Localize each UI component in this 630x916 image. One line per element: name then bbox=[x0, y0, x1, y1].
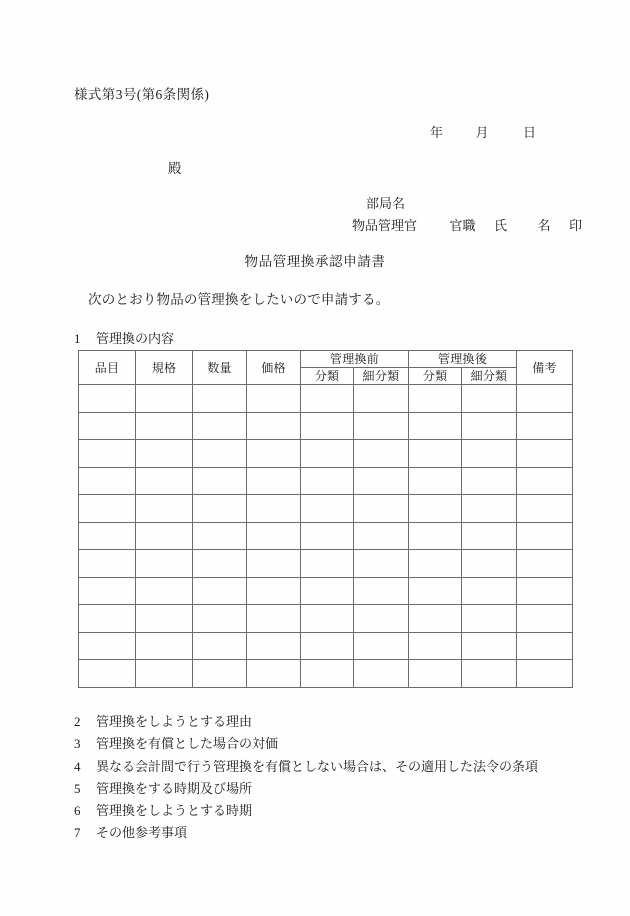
table-cell-spec[interactable] bbox=[136, 440, 193, 468]
officer-row bbox=[352, 215, 582, 237]
numbered-item-number: 3 bbox=[74, 736, 81, 752]
table-cell-quantity[interactable] bbox=[193, 577, 247, 605]
table-cell-subclass-after[interactable] bbox=[462, 385, 517, 413]
table-row bbox=[79, 660, 573, 688]
numbered-item-label: その他参考事項 bbox=[96, 825, 188, 841]
table-cell-class-before[interactable] bbox=[301, 577, 354, 605]
addressee-label: 殿 bbox=[168, 161, 182, 176]
post-label: 官職 bbox=[449, 218, 476, 233]
table-cell-subclass-before[interactable] bbox=[354, 440, 409, 468]
th-class-before: 分類 bbox=[301, 368, 354, 385]
table-cell-spec[interactable] bbox=[136, 660, 193, 688]
table-cell-item[interactable] bbox=[79, 495, 136, 523]
table-row bbox=[79, 385, 573, 413]
table-cell-class-before[interactable] bbox=[301, 440, 354, 468]
table-cell-remarks[interactable] bbox=[517, 385, 573, 413]
table-cell-class-after[interactable] bbox=[409, 412, 462, 440]
table-row bbox=[79, 412, 573, 440]
table-cell-spec[interactable] bbox=[136, 522, 193, 550]
table-cell-class-before[interactable] bbox=[301, 522, 354, 550]
table-cell-class-before[interactable] bbox=[301, 495, 354, 523]
table-cell-class-before[interactable] bbox=[301, 412, 354, 440]
table-row bbox=[79, 495, 573, 523]
numbered-item bbox=[74, 711, 538, 733]
table-cell-subclass-before[interactable] bbox=[354, 495, 409, 523]
table-cell-item[interactable] bbox=[79, 440, 136, 468]
date-year-label: 年 bbox=[430, 125, 444, 140]
table-body bbox=[79, 385, 573, 688]
table-cell-class-before[interactable] bbox=[301, 660, 354, 688]
table-cell-price[interactable] bbox=[247, 522, 301, 550]
table-cell-class-before[interactable] bbox=[301, 605, 354, 633]
table-cell-price[interactable] bbox=[247, 660, 301, 688]
table-cell-subclass-after[interactable] bbox=[462, 577, 517, 605]
table-cell-price[interactable] bbox=[247, 412, 301, 440]
table-cell-remarks[interactable] bbox=[517, 605, 573, 633]
table-cell-spec[interactable] bbox=[136, 467, 193, 495]
table-cell-class-after[interactable] bbox=[409, 660, 462, 688]
numbered-item bbox=[74, 822, 538, 844]
table-cell-spec[interactable] bbox=[136, 385, 193, 413]
table-cell-class-before[interactable] bbox=[301, 632, 354, 660]
numbered-item-number: 4 bbox=[74, 758, 81, 774]
table-cell-quantity[interactable] bbox=[193, 632, 247, 660]
table-cell-price[interactable] bbox=[247, 550, 301, 578]
table-cell-class-after[interactable] bbox=[409, 467, 462, 495]
table-cell-price[interactable] bbox=[247, 467, 301, 495]
numbered-item-number: 7 bbox=[74, 825, 81, 841]
th-class-after: 分類 bbox=[409, 368, 462, 385]
section-one-number: 1 bbox=[74, 331, 81, 346]
intro-paragraph: 次のとおり物品の管理換をしたいので申請する。 bbox=[88, 292, 390, 307]
numbered-item-number: 2 bbox=[74, 714, 81, 729]
given-name-label: 名 bbox=[537, 218, 551, 233]
table-cell-price[interactable] bbox=[247, 632, 301, 660]
table-cell-class-before[interactable] bbox=[301, 550, 354, 578]
table-cell-subclass-after[interactable] bbox=[462, 605, 517, 633]
table-cell-class-after[interactable] bbox=[409, 385, 462, 413]
table-cell-class-after[interactable] bbox=[409, 522, 462, 550]
table-row bbox=[79, 605, 573, 633]
table-cell-remarks[interactable] bbox=[517, 632, 573, 660]
table-row bbox=[79, 632, 573, 660]
table-row bbox=[79, 550, 573, 578]
table-cell-subclass-before[interactable] bbox=[354, 632, 409, 660]
table-cell-subclass-after[interactable] bbox=[462, 522, 517, 550]
table-cell-subclass-before[interactable] bbox=[354, 522, 409, 550]
table-cell-subclass-after[interactable] bbox=[462, 632, 517, 660]
table-cell-subclass-before[interactable] bbox=[354, 577, 409, 605]
table-cell-item[interactable] bbox=[79, 385, 136, 413]
table-cell-spec[interactable] bbox=[136, 412, 193, 440]
th-remarks: 備考 bbox=[517, 351, 573, 385]
table-cell-subclass-after[interactable] bbox=[462, 467, 517, 495]
numbered-items-list bbox=[74, 711, 538, 845]
table-cell-remarks[interactable] bbox=[517, 522, 573, 550]
table-cell-quantity[interactable] bbox=[193, 550, 247, 578]
th-subclass-after: 細分類 bbox=[462, 368, 517, 385]
numbered-item bbox=[74, 756, 538, 778]
table-cell-subclass-after[interactable] bbox=[462, 550, 517, 578]
table-cell-item[interactable] bbox=[79, 550, 136, 578]
numbered-item-label: 管理換をしようとする時期 bbox=[96, 803, 253, 819]
table-cell-class-after[interactable] bbox=[409, 605, 462, 633]
table-cell-remarks[interactable] bbox=[517, 577, 573, 605]
table-cell-quantity[interactable] bbox=[193, 522, 247, 550]
table-cell-class-after[interactable] bbox=[409, 577, 462, 605]
numbered-item-label: 管理換をする時期及び場所 bbox=[96, 780, 253, 796]
table-cell-quantity[interactable] bbox=[193, 467, 247, 495]
bureau-name-label: 部局名 bbox=[366, 196, 406, 211]
table-cell-spec[interactable] bbox=[136, 495, 193, 523]
surname-label: 氏 bbox=[494, 218, 508, 233]
table-cell-price[interactable] bbox=[247, 495, 301, 523]
table-cell-subclass-after[interactable] bbox=[462, 495, 517, 523]
table-header-row-top bbox=[79, 351, 573, 368]
table-row bbox=[79, 522, 573, 550]
table-cell-class-after[interactable] bbox=[409, 440, 462, 468]
table-cell-remarks[interactable] bbox=[517, 467, 573, 495]
table-cell-class-before[interactable] bbox=[301, 385, 354, 413]
form-number: 様式第3号(第6条関係) bbox=[74, 87, 210, 102]
table-cell-item[interactable] bbox=[79, 577, 136, 605]
numbered-item bbox=[74, 800, 538, 822]
table-cell-subclass-before[interactable] bbox=[354, 385, 409, 413]
table-cell-quantity[interactable] bbox=[193, 412, 247, 440]
table-cell-item[interactable] bbox=[79, 660, 136, 688]
table-cell-class-after[interactable] bbox=[409, 632, 462, 660]
table-cell-price[interactable] bbox=[247, 385, 301, 413]
table-cell-quantity[interactable] bbox=[193, 440, 247, 468]
numbered-item-number: 6 bbox=[74, 803, 81, 819]
table-cell-subclass-after[interactable] bbox=[462, 660, 517, 688]
date-month-label: 月 bbox=[475, 125, 489, 140]
table-cell-item[interactable] bbox=[79, 467, 136, 495]
section-one-heading bbox=[74, 328, 174, 347]
numbered-item bbox=[74, 733, 538, 755]
numbered-item-label: 異なる会計間で行う管理換を有償としない場合は、その適用した法令の条項 bbox=[96, 758, 539, 774]
th-after-group: 管理換後 bbox=[409, 351, 517, 368]
table-cell-spec[interactable] bbox=[136, 632, 193, 660]
th-spec: 規格 bbox=[136, 351, 193, 385]
seal-label: 印 bbox=[569, 218, 583, 233]
th-item: 品目 bbox=[79, 351, 136, 385]
table-cell-remarks[interactable] bbox=[517, 412, 573, 440]
table-cell-item[interactable] bbox=[79, 632, 136, 660]
table-row bbox=[79, 577, 573, 605]
numbered-item-number: 5 bbox=[74, 780, 81, 796]
numbered-item bbox=[74, 778, 538, 800]
date-day-label: 日 bbox=[523, 125, 537, 140]
table-cell-quantity[interactable] bbox=[193, 660, 247, 688]
table-cell-spec[interactable] bbox=[136, 577, 193, 605]
kanrikae-table-wrap bbox=[78, 350, 557, 688]
table-cell-class-after[interactable] bbox=[409, 550, 462, 578]
section-one-label: 管理換の内容 bbox=[96, 331, 175, 346]
table-cell-class-after[interactable] bbox=[409, 495, 462, 523]
date-line bbox=[430, 122, 536, 141]
applicant-block bbox=[352, 193, 582, 237]
table-cell-quantity[interactable] bbox=[193, 385, 247, 413]
table-cell-item[interactable] bbox=[79, 605, 136, 633]
table-cell-class-before[interactable] bbox=[301, 467, 354, 495]
table-cell-remarks[interactable] bbox=[517, 660, 573, 688]
table-cell-price[interactable] bbox=[247, 577, 301, 605]
kanrikae-table bbox=[78, 350, 573, 688]
table-cell-remarks[interactable] bbox=[517, 550, 573, 578]
table-cell-item[interactable] bbox=[79, 412, 136, 440]
th-price: 価格 bbox=[247, 351, 301, 385]
table-cell-price[interactable] bbox=[247, 440, 301, 468]
table-cell-subclass-before[interactable] bbox=[354, 605, 409, 633]
table-cell-subclass-before[interactable] bbox=[354, 660, 409, 688]
table-cell-subclass-before[interactable] bbox=[354, 467, 409, 495]
table-cell-subclass-before[interactable] bbox=[354, 412, 409, 440]
table-cell-price[interactable] bbox=[247, 605, 301, 633]
table-cell-quantity[interactable] bbox=[193, 605, 247, 633]
table-header bbox=[79, 351, 573, 385]
table-cell-item[interactable] bbox=[79, 522, 136, 550]
table-cell-subclass-after[interactable] bbox=[462, 440, 517, 468]
table-cell-subclass-after[interactable] bbox=[462, 412, 517, 440]
table-cell-remarks[interactable] bbox=[517, 495, 573, 523]
table-cell-spec[interactable] bbox=[136, 550, 193, 578]
numbered-item-label: 管理換を有償とした場合の対価 bbox=[96, 736, 279, 752]
th-before-group: 管理換前 bbox=[301, 351, 409, 368]
numbered-item-label: 管理換をしようとする理由 bbox=[96, 714, 253, 729]
officer-title-label: 物品管理官 bbox=[352, 218, 418, 233]
table-row bbox=[79, 440, 573, 468]
table-cell-subclass-before[interactable] bbox=[354, 550, 409, 578]
th-quantity: 数量 bbox=[193, 351, 247, 385]
document-title: 物品管理換承認申請書 bbox=[244, 254, 386, 269]
table-cell-spec[interactable] bbox=[136, 605, 193, 633]
table-row bbox=[79, 467, 573, 495]
th-subclass-before: 細分類 bbox=[354, 368, 409, 385]
table-cell-quantity[interactable] bbox=[193, 495, 247, 523]
table-cell-remarks[interactable] bbox=[517, 440, 573, 468]
